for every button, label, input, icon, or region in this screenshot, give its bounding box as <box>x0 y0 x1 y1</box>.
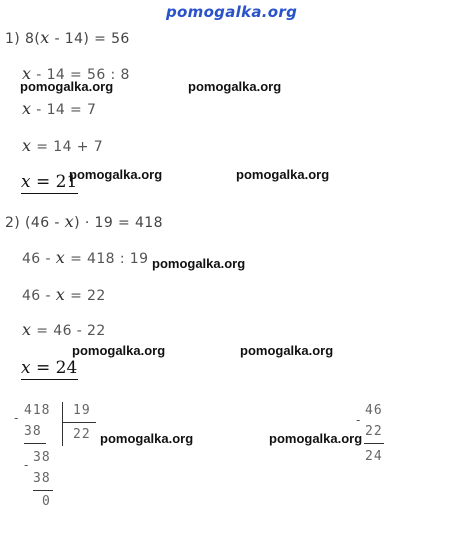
variable-x: x <box>64 212 75 231</box>
divisor-underline <box>62 422 96 423</box>
variable-x: x <box>22 64 32 83</box>
task2-equation <box>5 212 163 231</box>
watermark: pomogalka.org <box>20 79 114 94</box>
task2-number: 2) <box>5 215 21 231</box>
task2-step-2 <box>22 285 106 304</box>
difference: 24 <box>365 449 383 464</box>
step-pre: 46 - <box>22 251 56 267</box>
minuend: 46 <box>365 403 383 418</box>
watermark: pomogalka.org <box>240 343 334 358</box>
task1-eq-pre: 8( <box>25 31 41 47</box>
step-rhs: - 14 = 56 : 8 <box>31 67 130 83</box>
answer-rhs: = 21 <box>30 172 78 192</box>
final-remainder: 0 <box>42 494 51 509</box>
step-rhs: = 418 : 19 <box>65 251 149 267</box>
watermark: pomogalka.org <box>152 256 246 271</box>
subtrahend-1: 38 <box>24 424 42 439</box>
task1-step-2 <box>22 99 96 118</box>
watermark-top: pomogalka.org <box>166 3 298 21</box>
step-rhs: = 22 <box>65 288 106 304</box>
task1-eq-post: - 14) = 56 <box>49 31 130 47</box>
step-rhs: = 46 - 22 <box>31 323 106 339</box>
watermark: pomogalka.org <box>100 431 194 446</box>
variable-x: x <box>22 320 32 339</box>
task1-step-3 <box>22 136 103 155</box>
dividend: 418 <box>24 403 51 418</box>
variable-x: x <box>40 28 50 47</box>
task2-step-3 <box>22 320 106 339</box>
step-rhs: - 14 = 7 <box>31 102 97 118</box>
variable-x: x <box>55 285 66 304</box>
watermark: pomogalka.org <box>236 167 330 182</box>
watermark: pomogalka.org <box>69 167 163 182</box>
underline-1 <box>24 443 46 444</box>
step-pre: 46 - <box>22 288 56 304</box>
task2-answer <box>21 358 78 380</box>
result-underline <box>364 443 384 444</box>
subtrahend-2: 38 <box>33 471 51 486</box>
task1-number: 1) <box>5 31 21 47</box>
watermark: pomogalka.org <box>188 79 282 94</box>
minus-sign: - <box>24 458 29 472</box>
answer-rhs: = 24 <box>30 358 78 378</box>
variable-x: x <box>21 172 31 192</box>
variable-x: x <box>22 99 32 118</box>
division-bar <box>62 402 63 446</box>
minus-sign: - <box>356 413 361 427</box>
divisor: 19 <box>73 403 91 418</box>
subtrahend: 22 <box>365 424 383 439</box>
variable-x: x <box>21 358 31 378</box>
variable-x: x <box>55 248 66 267</box>
remainder-1: 38 <box>33 450 51 465</box>
watermark: pomogalka.org <box>72 343 166 358</box>
underline-2 <box>33 490 53 491</box>
quotient: 22 <box>73 427 91 442</box>
step-rhs: = 14 + 7 <box>31 139 104 155</box>
task2-eq-post: ) · 19 = 418 <box>74 215 163 231</box>
watermark: pomogalka.org <box>269 431 363 446</box>
task2-eq-pre: (46 - <box>25 215 65 231</box>
minus-sign: - <box>14 411 19 425</box>
task2-step-1 <box>22 248 148 267</box>
variable-x: x <box>22 136 32 155</box>
task1-equation <box>5 28 130 47</box>
